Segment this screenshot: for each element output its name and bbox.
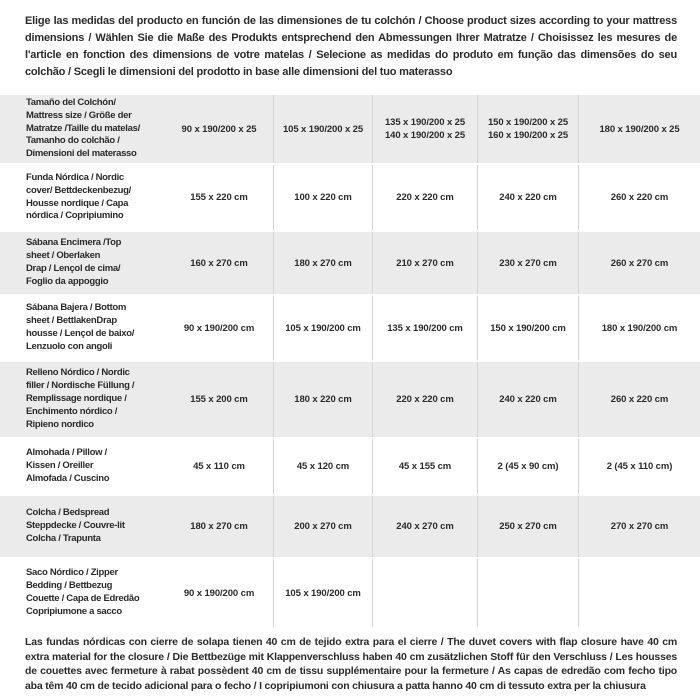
table-row	[0, 496, 700, 557]
size-cell: 260 x 220 cm	[578, 165, 700, 230]
size-cell: 250 x 270 cm	[477, 496, 578, 557]
row-label: Colcha / Bedspread Steppdecke / Couvre-lit Colcha / Trapunta	[26, 507, 125, 544]
size-cell: 2 (45 x 90 cm)	[477, 439, 578, 494]
size-cell: 100 x 220 cm	[273, 165, 372, 230]
table-row	[0, 95, 700, 163]
row-label: Almohada / Pillow / Kissen / Oreiller Almofada / Cuscino	[26, 447, 110, 484]
size-cell: 240 x 220 cm	[477, 165, 578, 230]
table-row	[0, 362, 700, 437]
size-cell: 135 x 190/200 cm	[372, 296, 477, 360]
size-cell: 45 x 120 cm	[273, 439, 372, 494]
size-cell: 90 x 190/200 cm	[183, 587, 255, 599]
size-cell: 90 x 190/200 x 25	[181, 123, 257, 135]
row-label: Saco Nórdico / Zipper Bedding / Bettbezug Couette / Capa de Edredão Copripiumone a sacco	[26, 567, 140, 617]
size-cell: 180 x 190/200 cm	[578, 296, 700, 360]
footnote-text: Las fundas nórdicas con cierre de solapa tienen 40 cm de tejido extra para el cierre / The duvet covers with flap closure have 40 cm extra material for the closure / Die Bettbezüge mit Klappenverschluss haben 40 cm zusätzlichen Stoff für den Verschluss / Les housses de couettes avec fermeture à rabat possèdent 40 cm de tissu supplémentaire pour la fermeture / As capas de edredão com fecho tipo aba têm 40 cm de tecido adicional para o fecho / I copripiumoni con chiusura a patta hanno 40 cm di tessuto extra per la chiusura	[25, 636, 677, 692]
size-cell: 150 x 190/200 x 25 160 x 190/200 x 25	[477, 95, 578, 163]
size-cell: 270 x 270 cm	[578, 496, 700, 557]
row-label: Tamaño del Colchón/ Mattress size / Größe der Matratze /Taille du matelas/ Tamanho do colchão / Dimensioni del materasso	[26, 96, 140, 160]
size-cell	[578, 559, 700, 627]
size-cell: 210 x 270 cm	[372, 232, 477, 294]
row-label: Sábana Bajera / Bottom sheet / BettlakenDrap housse / Lençol de baixo/ Lenzuolo con angoli	[26, 302, 135, 352]
table-row	[0, 296, 700, 360]
size-table	[0, 95, 700, 627]
row-label: Sábana Encimera /Top sheet / Oberlaken Drap / Lençol de cima/ Foglio da appoggio	[26, 237, 122, 287]
size-cell: 150 x 190/200 cm	[477, 296, 578, 360]
size-cell: 180 x 270 cm	[273, 232, 372, 294]
size-cell: 180 x 190/200 x 25	[578, 95, 700, 163]
intro-text: Elige las medidas del producto en función de las dimensiones de tu colchón / Choose product sizes according to your mattress dimensions / Wählen Sie die Maße des Produkts entsprechend den Abmessungen Ihrer Matratze / Choisissez les mesures de l'article en fonction des dimensions de votre matelas / Selecione as medidas do produto em função das dimensões do seu colchão / Scegli le dimensioni del prodotto in base alle dimensioni del tuo materasso	[25, 15, 677, 78]
size-cell: 220 x 220 cm	[372, 362, 477, 437]
size-cell: 155 x 220 cm	[190, 192, 248, 203]
size-cell: 160 x 270 cm	[190, 257, 248, 269]
row-label: Relleno Nórdico / Nordic filler / Nordische Füllung / Remplissage nordique / Enchimento nórdico / Ripieno nordico	[26, 367, 135, 430]
size-cell: 180 x 220 cm	[273, 362, 372, 437]
table-row	[0, 165, 700, 230]
size-cell: 260 x 270 cm	[578, 232, 700, 294]
table-row	[0, 232, 700, 294]
row-label: Funda Nórdica / Nordic cover/ Bettdeckenbezug/ Housse nordique / Capa nórdica / Copripiumino	[26, 171, 132, 222]
size-cell: 220 x 220 cm	[372, 165, 477, 230]
size-cell: 45 x 155 cm	[372, 439, 477, 494]
size-cell: 155 x 200 cm	[190, 394, 248, 405]
size-cell: 2 (45 x 110 cm)	[578, 439, 700, 494]
size-cell: 105 x 190/200 cm	[273, 296, 372, 360]
table-row	[0, 559, 700, 627]
size-cell: 240 x 270 cm	[372, 496, 477, 557]
size-cell: 260 x 220 cm	[578, 362, 700, 437]
table-row	[0, 439, 700, 494]
size-cell: 105 x 190/200 cm	[273, 559, 372, 627]
size-cell: 180 x 270 cm	[190, 521, 248, 532]
size-cell: 230 x 270 cm	[477, 232, 578, 294]
size-cell: 240 x 220 cm	[477, 362, 578, 437]
size-cell: 45 x 110 cm	[193, 461, 245, 472]
size-cell: 200 x 270 cm	[273, 496, 372, 557]
size-cell: 90 x 190/200 cm	[183, 322, 255, 334]
size-cell: 135 x 190/200 x 25 140 x 190/200 x 25	[372, 95, 477, 163]
size-cell	[372, 559, 477, 627]
size-cell: 105 x 190/200 x 25	[273, 95, 372, 163]
size-cell	[477, 559, 578, 627]
